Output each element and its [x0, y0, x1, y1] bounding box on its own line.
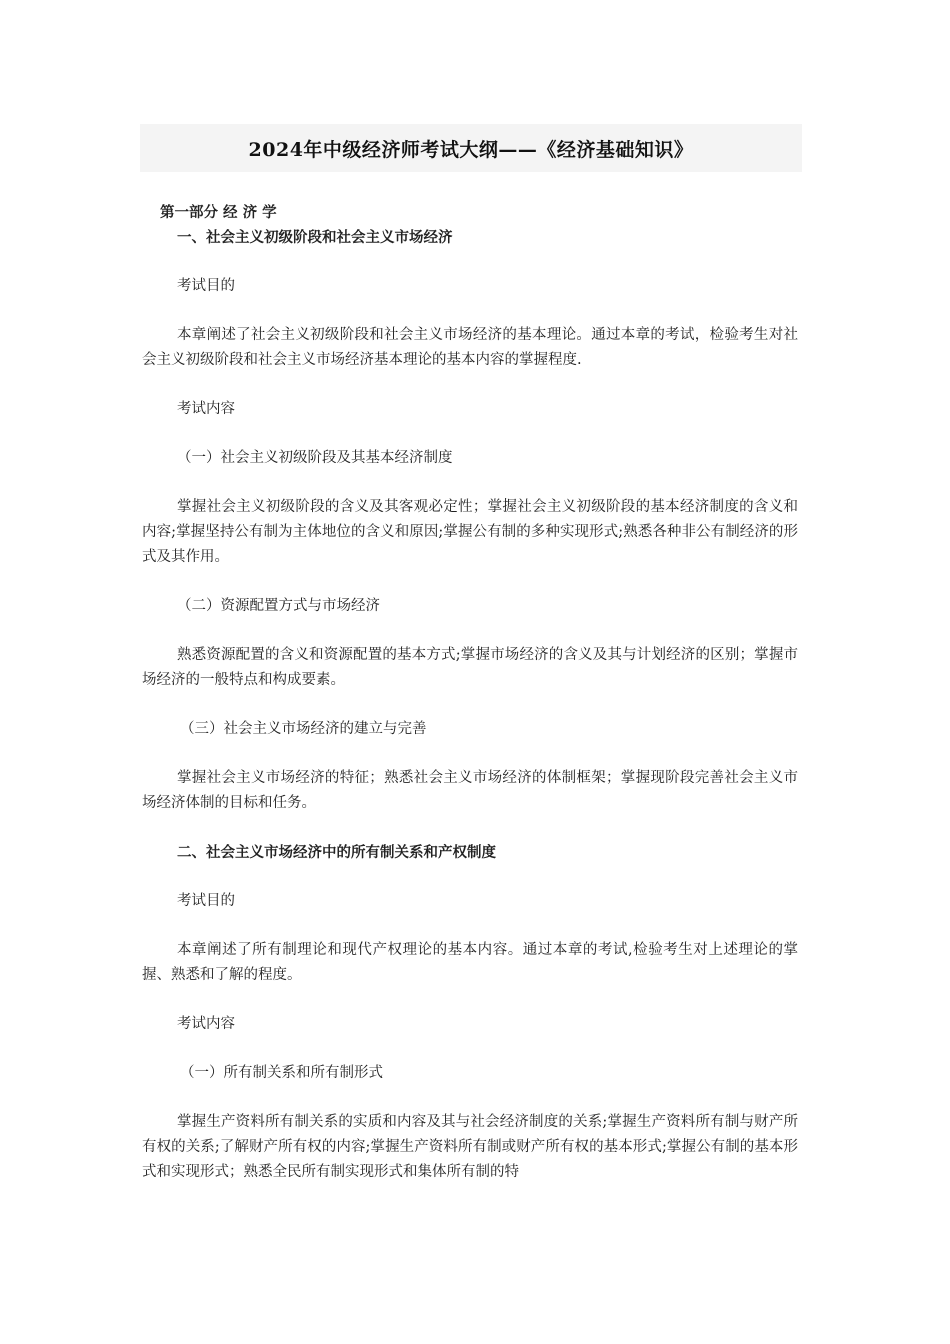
part-heading: 第一部分 经 济 学 — [160, 204, 277, 221]
chapter-1-section-3-text: 掌握社会主义市场经济的特征；熟悉社会主义市场经济的体制框架；掌握现阶段完善社会主义市场经济体制的目标和任务。 — [142, 770, 798, 811]
chapter-2-purpose-text: 本章阐述了所有制理论和现代产权理论的基本内容。通过本章的考试,检验考生对上述理论的掌握、熟悉和了解的程度。 — [142, 942, 798, 983]
document-body — [142, 200, 798, 1209]
title-bar — [140, 124, 802, 172]
chapter-1-purpose-label: 考试目的 — [177, 278, 235, 294]
chapter-1-section-3-heading: （三）社会主义市场经济的建立与完善 — [180, 721, 427, 737]
chapter-1-content-label: 考试内容 — [177, 401, 235, 417]
chapter-2-content-label: 考试内容 — [177, 1016, 235, 1032]
chapter-1-section-2-heading: （二）资源配置方式与市场经济 — [177, 598, 380, 614]
chapter-1-heading: 一、社会主义初级阶段和社会主义市场经济 — [177, 229, 453, 246]
chapter-2-purpose-label: 考试目的 — [177, 893, 235, 909]
chapter-1-purpose-text: 本章阐述了社会主义初级阶段和社会主义市场经济的基本理论。通过本章的考试，检验考生对社会主义初级阶段和社会主义市场经济基本理论的基本内容的掌握程度. — [142, 327, 798, 368]
chapter-2-heading: 二、社会主义市场经济中的所有制关系和产权制度 — [177, 844, 496, 861]
chapter-1-section-1-heading: （一）社会主义初级阶段及其基本经济制度 — [177, 450, 453, 466]
document-title: 2024年中级经济师考试大纲——《经济基础知识》 — [248, 138, 694, 161]
chapter-1-section-2-text: 熟悉资源配置的含义和资源配置的基本方式;掌握市场经济的含义及其与计划经济的区别；掌握市场经济的一般特点和构成要素。 — [142, 647, 798, 688]
chapter-2-section-1-text: 掌握生产资料所有制关系的实质和内容及其与社会经济制度的关系;掌握生产资料所有制与财产所有权的关系;了解财产所有权的内容;掌握生产资料所有制或财产所有权的基本形式;掌握公有制的基本形式和实现形式；熟悉全民所有制实现形式和集体所有制的特 — [142, 1114, 798, 1180]
chapter-2-section-1-heading: （一）所有制关系和所有制形式 — [180, 1065, 383, 1081]
chapter-1-section-1-text: 掌握社会主义初级阶段的含义及其客观必定性；掌握社会主义初级阶段的基本经济制度的含义和内容;掌握坚持公有制为主体地位的含义和原因;掌握公有制的多种实现形式;熟悉各种非公有制经济的形式及其作用。 — [142, 499, 798, 565]
